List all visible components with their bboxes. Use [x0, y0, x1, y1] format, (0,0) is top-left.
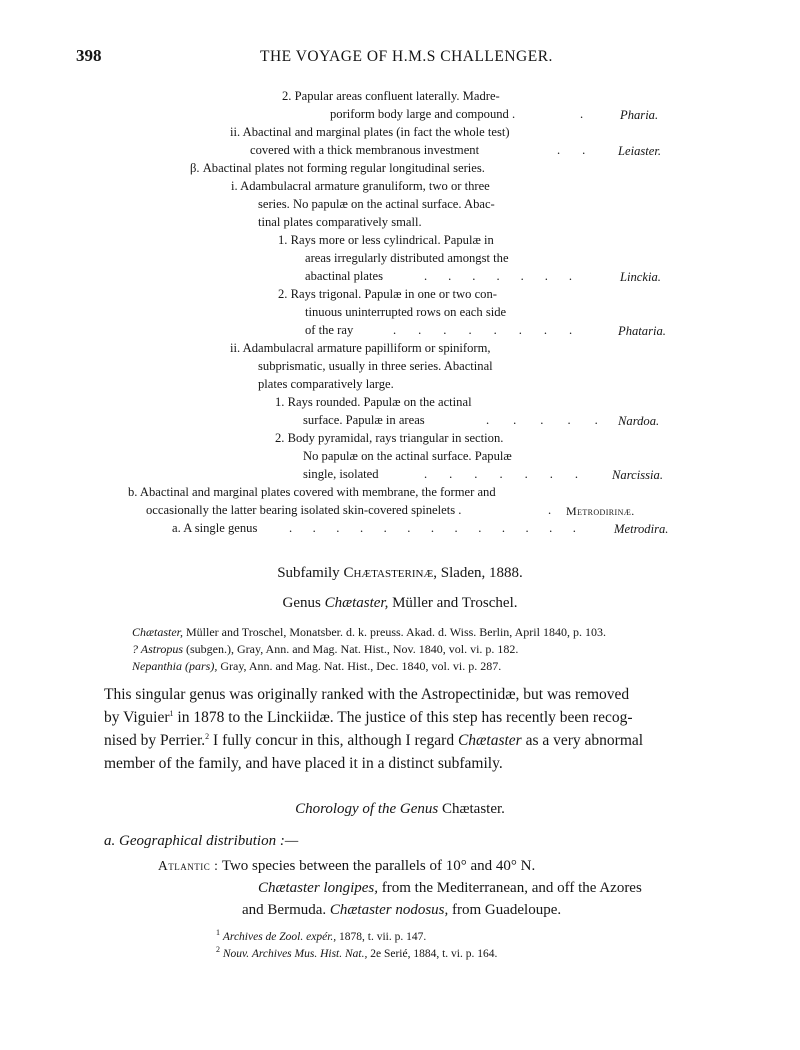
- key-genus: Linckia.: [620, 270, 661, 284]
- key-line: ii. Abactinal and marginal plates (in fact the whole test): [230, 125, 510, 139]
- key-line: a. A single genus: [172, 521, 258, 535]
- key-leader: ..: [557, 143, 608, 157]
- key-line: single, isolated: [303, 467, 379, 481]
- key-leader: .......: [424, 269, 594, 283]
- species-line: Chætaster longipes, from the Mediterranean, and off the Azores: [258, 880, 642, 896]
- synonym: Chætaster, Müller and Troschel, Monatsber. d. k. preuss. Akad. d. Wiss. Berlin, April 1840, p. 103.: [132, 625, 606, 639]
- key-line: of the ray: [305, 323, 354, 337]
- key-line: subprismatic, usually in three series. Abactinal: [258, 359, 493, 373]
- chorology-heading: Chorology of the Genus Chætaster.: [295, 801, 505, 817]
- key-genus: Pharia.: [620, 108, 659, 122]
- synonym: ? Astropus (subgen.), Gray, Ann. and Mag. Nat. Hist., Nov. 1840, vol. vi. p. 182.: [132, 642, 519, 656]
- key-line: 2. Papular areas confluent laterally. Madre-: [282, 89, 500, 103]
- key-leader: .............: [289, 521, 597, 535]
- key-line: covered with a thick membranous investment: [250, 143, 480, 157]
- key-leader: ........: [393, 323, 595, 337]
- key-line: ii. Adambulacral armature papilliform or spiniform,: [230, 341, 491, 355]
- key-subfamily: Metrodirinæ.: [566, 504, 635, 518]
- key-genus: Narcissia.: [612, 468, 663, 482]
- paragraph-line: by Viguier$^1$ in 1878 to the Linckiidæ. The justice of this step has recently been recog-: [104, 708, 633, 726]
- subfamily-heading: Subfamily Chætasterinæ, Sladen, 1888.: [277, 565, 523, 581]
- running-title: THE VOYAGE OF H.M.S CHALLENGER.: [260, 48, 553, 65]
- key-line: occasionally the latter bearing isolated skin-covered spinelets .: [146, 503, 462, 517]
- paragraph-line: nised by Perrier.$^2$ I fully concur in this, although I regard Chætaster as a very abnormal: [104, 731, 644, 749]
- key-line: tinuous uninterrupted rows on each side: [305, 305, 507, 319]
- region-line: Atlantic : Two species between the parallels of 10° and 40° N.: [158, 858, 536, 874]
- key-line: abactinal plates: [305, 269, 383, 283]
- key-line: 1. Rays more or less cylindrical. Papulæ in: [278, 233, 494, 247]
- key-leader: .....: [486, 413, 622, 427]
- key-line: 2. Rays trigonal. Papulæ in one or two con-: [278, 287, 497, 301]
- key-line: plates comparatively large.: [258, 377, 394, 391]
- species-line: and Bermuda. Chætaster nodosus, from Guadeloupe.: [242, 902, 562, 918]
- key-line: tinal plates comparatively small.: [258, 215, 422, 229]
- key-line: surface. Papulæ in areas: [303, 413, 425, 427]
- key-leader: .: [548, 503, 552, 517]
- key-line: i. Adambulacral armature granuliform, two or three: [231, 179, 490, 193]
- key-line: areas irregularly distributed amongst the: [305, 251, 509, 265]
- key-line: 1. Rays rounded. Papulæ on the actinal: [275, 395, 472, 409]
- key-leader: .: [580, 107, 584, 121]
- key-line: β. Abactinal plates not forming regular longitudinal series.: [190, 161, 485, 175]
- key-line: b. Abactinal and marginal plates covered with membrane, the former and: [128, 485, 496, 499]
- section-label: a. Geographical distribution :—: [104, 833, 299, 849]
- footnote: $^2$ Nouv. Archives Mus. Hist. Nat., 2e Serié, 1884, t. vi. p. 164.: [216, 945, 498, 960]
- key-leader: .......: [424, 467, 601, 481]
- key-line: series. No papulæ on the actinal surface. Abac-: [258, 197, 495, 211]
- key-genus: Leiaster.: [618, 144, 662, 158]
- key-genus: Phataria.: [618, 324, 666, 338]
- synonym: Nepanthia (pars), Gray, Ann. and Mag. Nat. Hist., Dec. 1840, vol. vi. p. 287.: [132, 659, 502, 673]
- paragraph-line: member of the family, and have placed it in a distinct subfamily.: [104, 755, 503, 772]
- key-line: 2. Body pyramidal, rays triangular in section.: [275, 431, 504, 445]
- key-line: poriform body large and compound .: [330, 107, 516, 121]
- key-line: No papulæ on the actinal surface. Papulæ: [303, 449, 512, 463]
- footnote: $^1$ Archives de Zool. expér., 1878, t. vii. p. 147.: [216, 928, 427, 943]
- paragraph-line: This singular genus was originally ranked with the Astropectinidæ, but was removed: [104, 686, 630, 703]
- genus-heading: Genus Chætaster, Müller and Troschel.: [282, 595, 518, 611]
- key-genus: Metrodira.: [614, 522, 669, 536]
- key-genus: Nardoa.: [618, 414, 660, 428]
- page-number: 398: [76, 46, 102, 65]
